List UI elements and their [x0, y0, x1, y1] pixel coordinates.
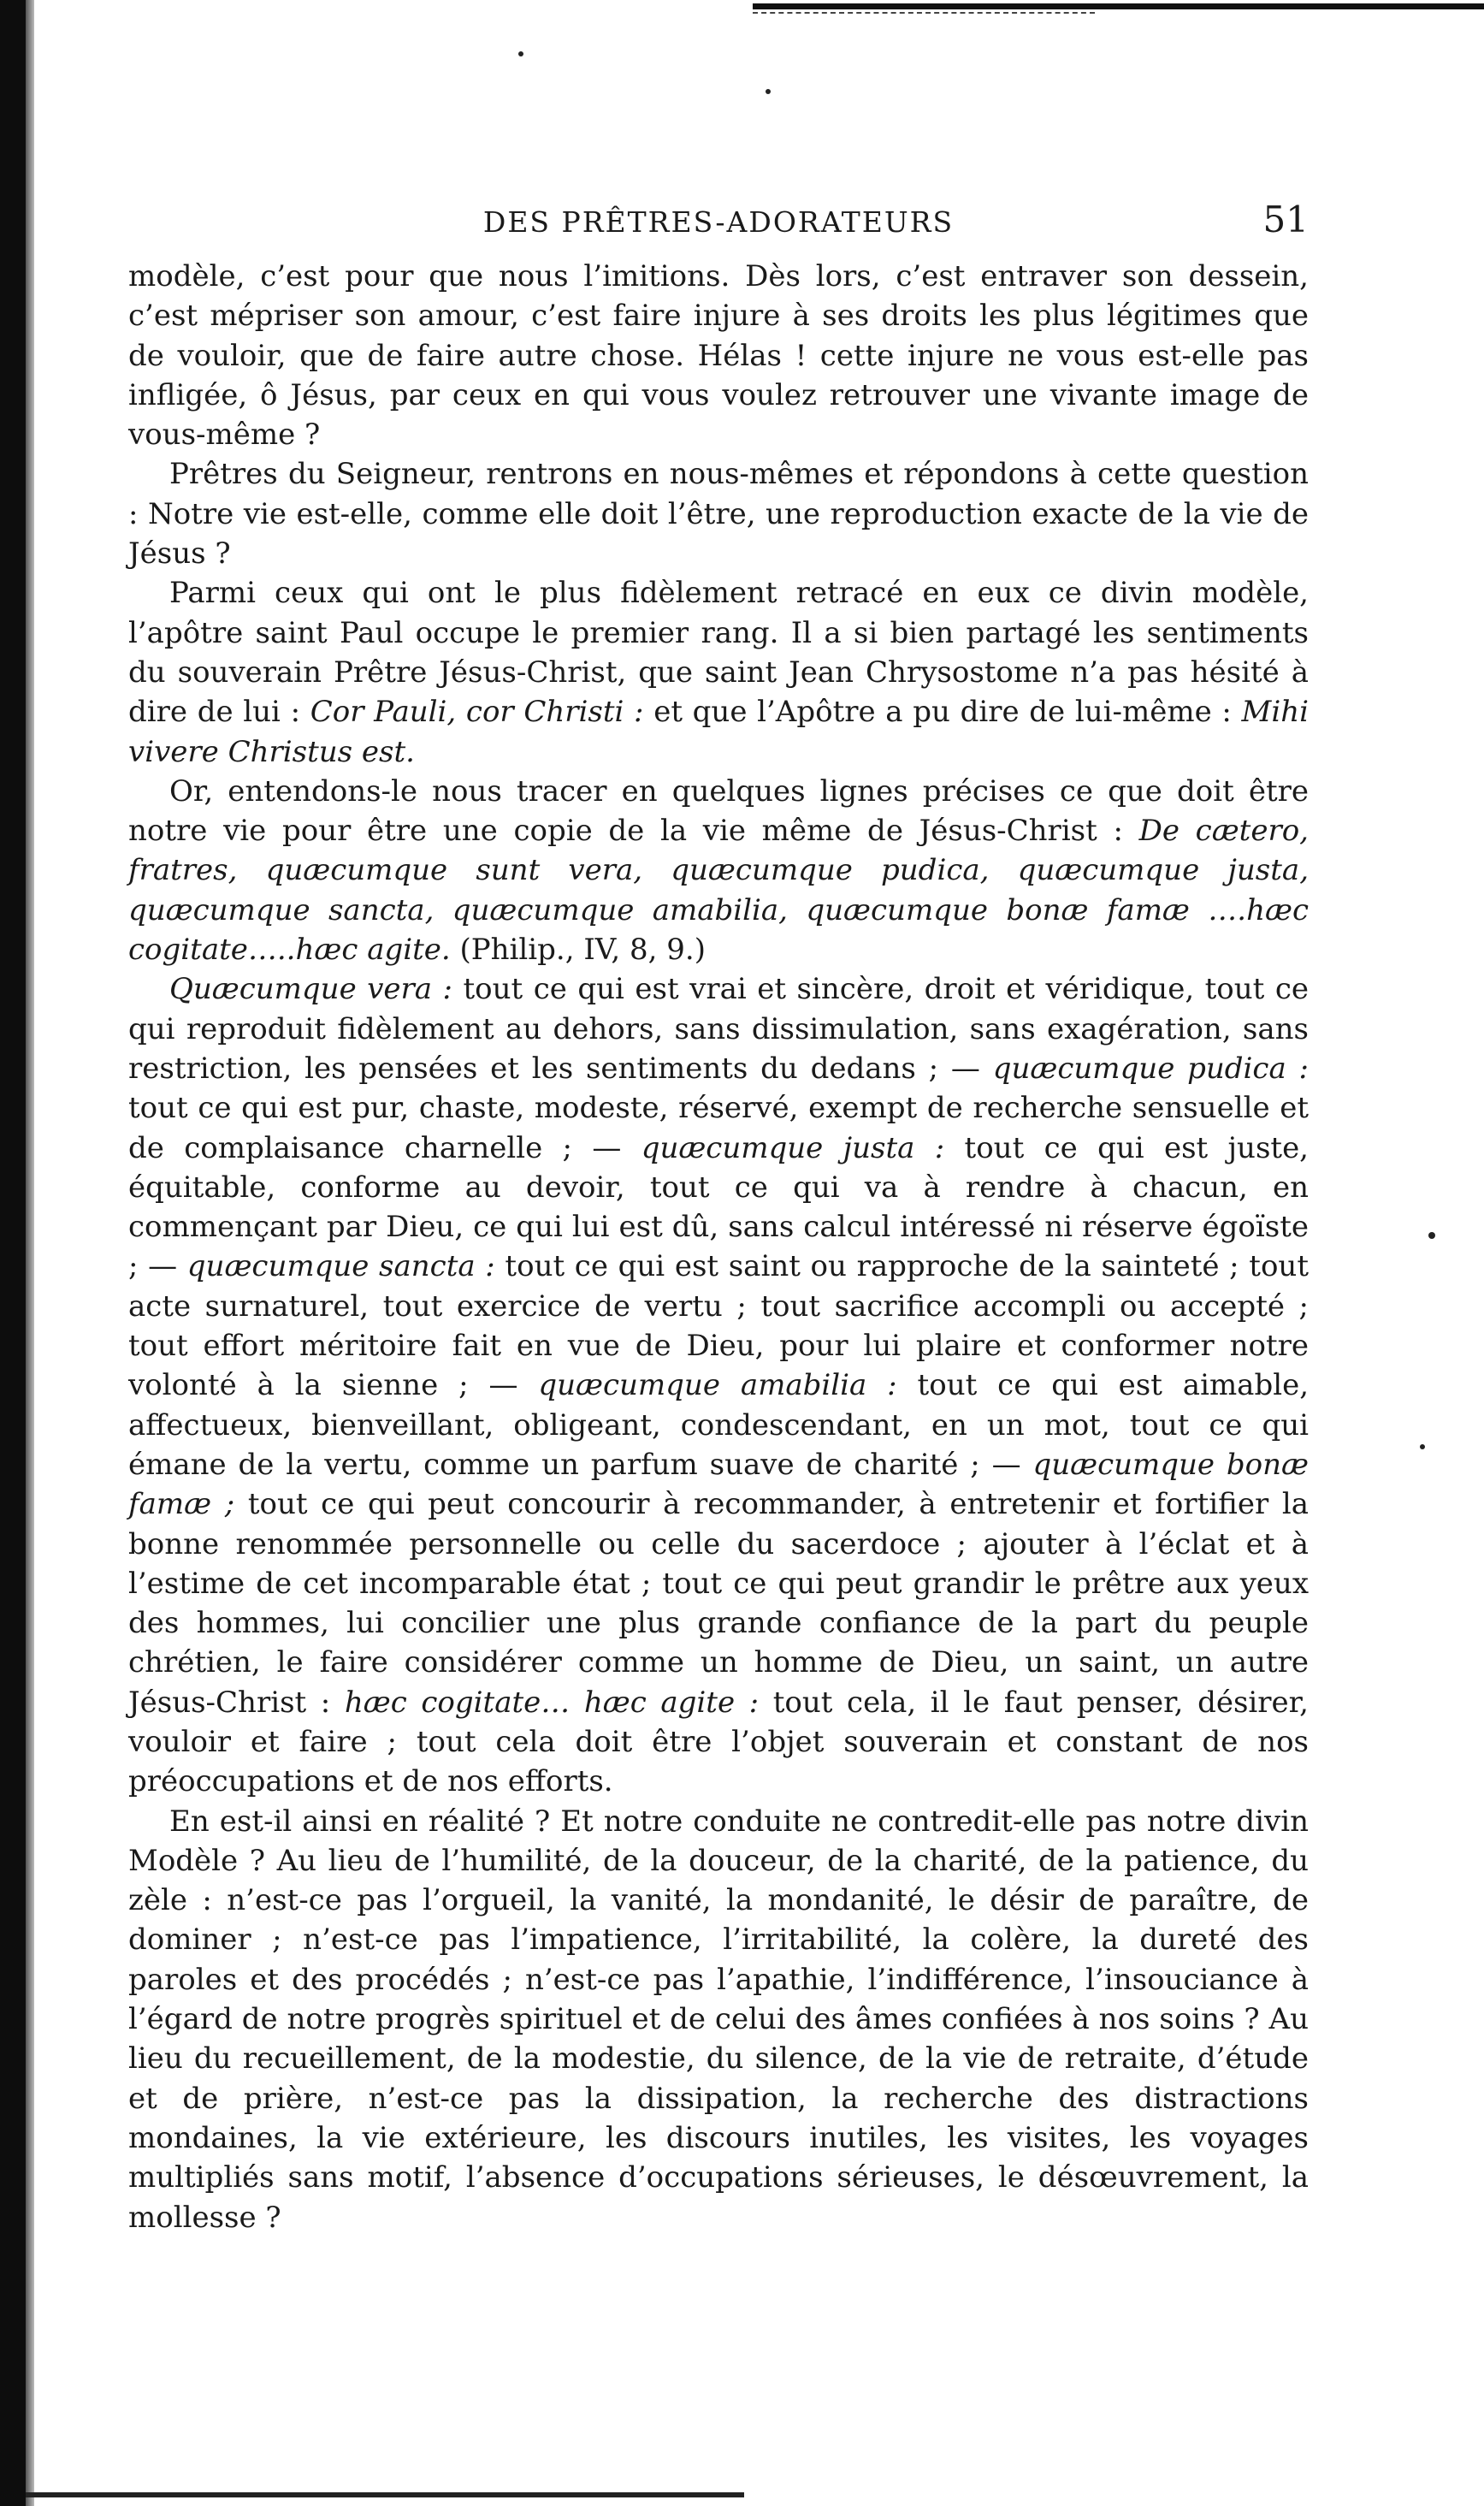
book-binding-edge	[0, 0, 26, 2506]
paragraph-text: modèle, c’est pour que nous l’imitions. Dès lors, c’est entraver son dessein, c’est mépriser son amour, c’est faire injure à ses droits les plus légitimes que de vouloir, que de faire autre chose. Hélas ! cette injure ne vous est-elle pas infligée, ô Jésus, par ceux en qui vous voulez retrouver une vivante image de vous-même ?	[128, 259, 1309, 453]
paragraph-text: tout ce qui est juste, équitable, conforme au devoir, tout ce qui va à rendre à chacun, en commençant par Dieu, ce qui lui est dû, sans calcul intéressé ni réserve égoïste ; —	[128, 1130, 1309, 1284]
latin-quotation: Cor Pauli, cor Christi :	[310, 695, 644, 730]
scan-bottom-border	[26, 2492, 744, 2497]
latin-quotation: quæcumque amabilia :	[538, 1368, 897, 1403]
paragraph-text: tout ce qui est pur, chaste, modeste, réservé, exempt de recherche sensuelle et de complaisance charnelle ; —	[128, 1091, 1309, 1165]
scan-speck	[1420, 1444, 1425, 1449]
latin-quotation: hæc cogitate… hæc agite :	[344, 1685, 760, 1720]
paragraph	[128, 772, 1309, 969]
scan-speck	[766, 89, 771, 94]
paragraph-text: tout ce qui est aimable, affectueux, bienveillant, obligeant, condescendant, en un mot, tout ce qui émane de la vertu, comme un parfum suave de charité ; —	[128, 1368, 1310, 1482]
page-number: 51	[1262, 198, 1309, 240]
latin-quotation: Mihi vivere Christus est.	[128, 695, 1310, 769]
scan-top-dashes	[753, 12, 1095, 15]
paragraph-text: Prêtres du Seigneur, rentrons en nous-mêmes et répondons à cette question : Notre vie est-elle, comme elle doit l’être, une reproduction exacte de la vie de Jésus ?	[128, 457, 1309, 572]
paragraph	[128, 1802, 1309, 2237]
latin-quotation: quæcumque justa :	[641, 1130, 945, 1165]
paragraph-text: tout ce qui peut concourir à recommander, à entretenir et fortifier la bonne renommée personnelle ou celle du sacerdoce ; ajouter à l’éclat et à l’estime de cet incomparable état ; tout ce qui peut grandir le prêtre aux yeux des hommes, lui concilier une plus grande confiance de la part du peuple chrétien, le faire considérer comme un homme de Dieu, un saint, un autre Jésus-Christ :	[128, 1487, 1309, 1720]
paragraph	[128, 257, 1309, 454]
latin-quotation: Quæcumque vera :	[169, 972, 453, 1007]
scan-speck	[1428, 1232, 1435, 1239]
latin-quotation: De cætero, fratres, quæcumque sunt vera, quæcumque pudica, quæcumque justa, quæcumque sancta, quæcumque amabilia, quæcumque bonæ famæ ….hæc cogitate…..hæc agite.	[128, 814, 1309, 968]
latin-quotation: quæcumque bonæ famæ ;	[128, 1447, 1309, 1522]
paragraph	[128, 573, 1309, 771]
paragraph-text: tout ce qui est saint ou rapproche de la sainteté ; tout acte surnaturel, tout exercice de vertu ; tout sacrifice accompli ou accepté ; tout effort méritoire fait en vue de Dieu, pour lui plaire et conformer notre volonté à la sienne ; —	[128, 1249, 1309, 1403]
running-head	[128, 198, 1309, 257]
paragraph-text: et que l’Apôtre a pu dire de lui-même :	[643, 695, 1242, 730]
scan-speck	[518, 51, 523, 56]
scan-top-border	[753, 3, 1484, 9]
paragraph-text: (Philip., IV, 8, 9.)	[450, 933, 706, 968]
body-text	[128, 257, 1309, 2237]
paragraph-text: Or, entendons-le nous tracer en quelques lignes précises ce que doit être notre vie pour être une copie de la vie même de Jésus-Christ :	[128, 773, 1309, 849]
latin-quotation: quæcumque sancta :	[186, 1249, 495, 1284]
paragraph-text: En est-il ainsi en réalité ? Et notre conduite ne contredit-elle pas notre divin Modèle ? Au lieu de l’humilité, de la douceur, de la charité, de la patience, du zèle : n’est-ce pas l’orgueil, la vanité, la mondanité, le désir de paraître, de dominer ; n’est-ce pas l’impatience, l’irritabilité, la colère, la dureté des paroles et des procédés ; n’est-ce pas l’apathie, l’indifférence, l’insouciance à l’égard de notre progrès spirituel et de celui des âmes confiées à nos soins ? Au lieu du recueillement, de la modestie, du silence, de la vie de retraite, d’étude et de prière, n’est-ce pas la dissipation, la recherche des distractions mondaines, la vie extérieure, les discours inutiles, les visites, les voyages multipliés sans motif, l’absence d’occupations sérieuses, le désœuvrement, la mollesse ?	[128, 1804, 1309, 2235]
book-page	[128, 198, 1309, 2237]
paragraph-text: tout ce qui est vrai et sincère, droit et véridique, tout ce qui reproduit fidèlement au dehors, sans dissimulation, sans exagération, sans restriction, les pensées et les sentiments du dedans ; —	[128, 972, 1309, 1086]
paragraph	[128, 454, 1309, 573]
running-title: DES PRÊTRES-ADORATEURS	[482, 205, 955, 239]
paragraph-text: tout cela, il le faut penser, désirer, vouloir et faire ; tout cela doit être l’objet souverain et constant de nos préoccupations et de nos efforts.	[128, 1685, 1309, 1799]
paragraph	[128, 969, 1309, 1801]
paragraph-text: Parmi ceux qui ont le plus fidèlement retracé en eux ce divin modèle, l’apôtre saint Paul occupe le premier rang. Il a si bien partagé les sentiments du souverain Prêtre Jésus-Christ, que saint Jean Chrysostome n’a pas hésité à dire de lui :	[128, 576, 1309, 730]
latin-quotation: quæcumque pudica :	[992, 1051, 1309, 1086]
binding-shadow	[26, 0, 34, 2506]
